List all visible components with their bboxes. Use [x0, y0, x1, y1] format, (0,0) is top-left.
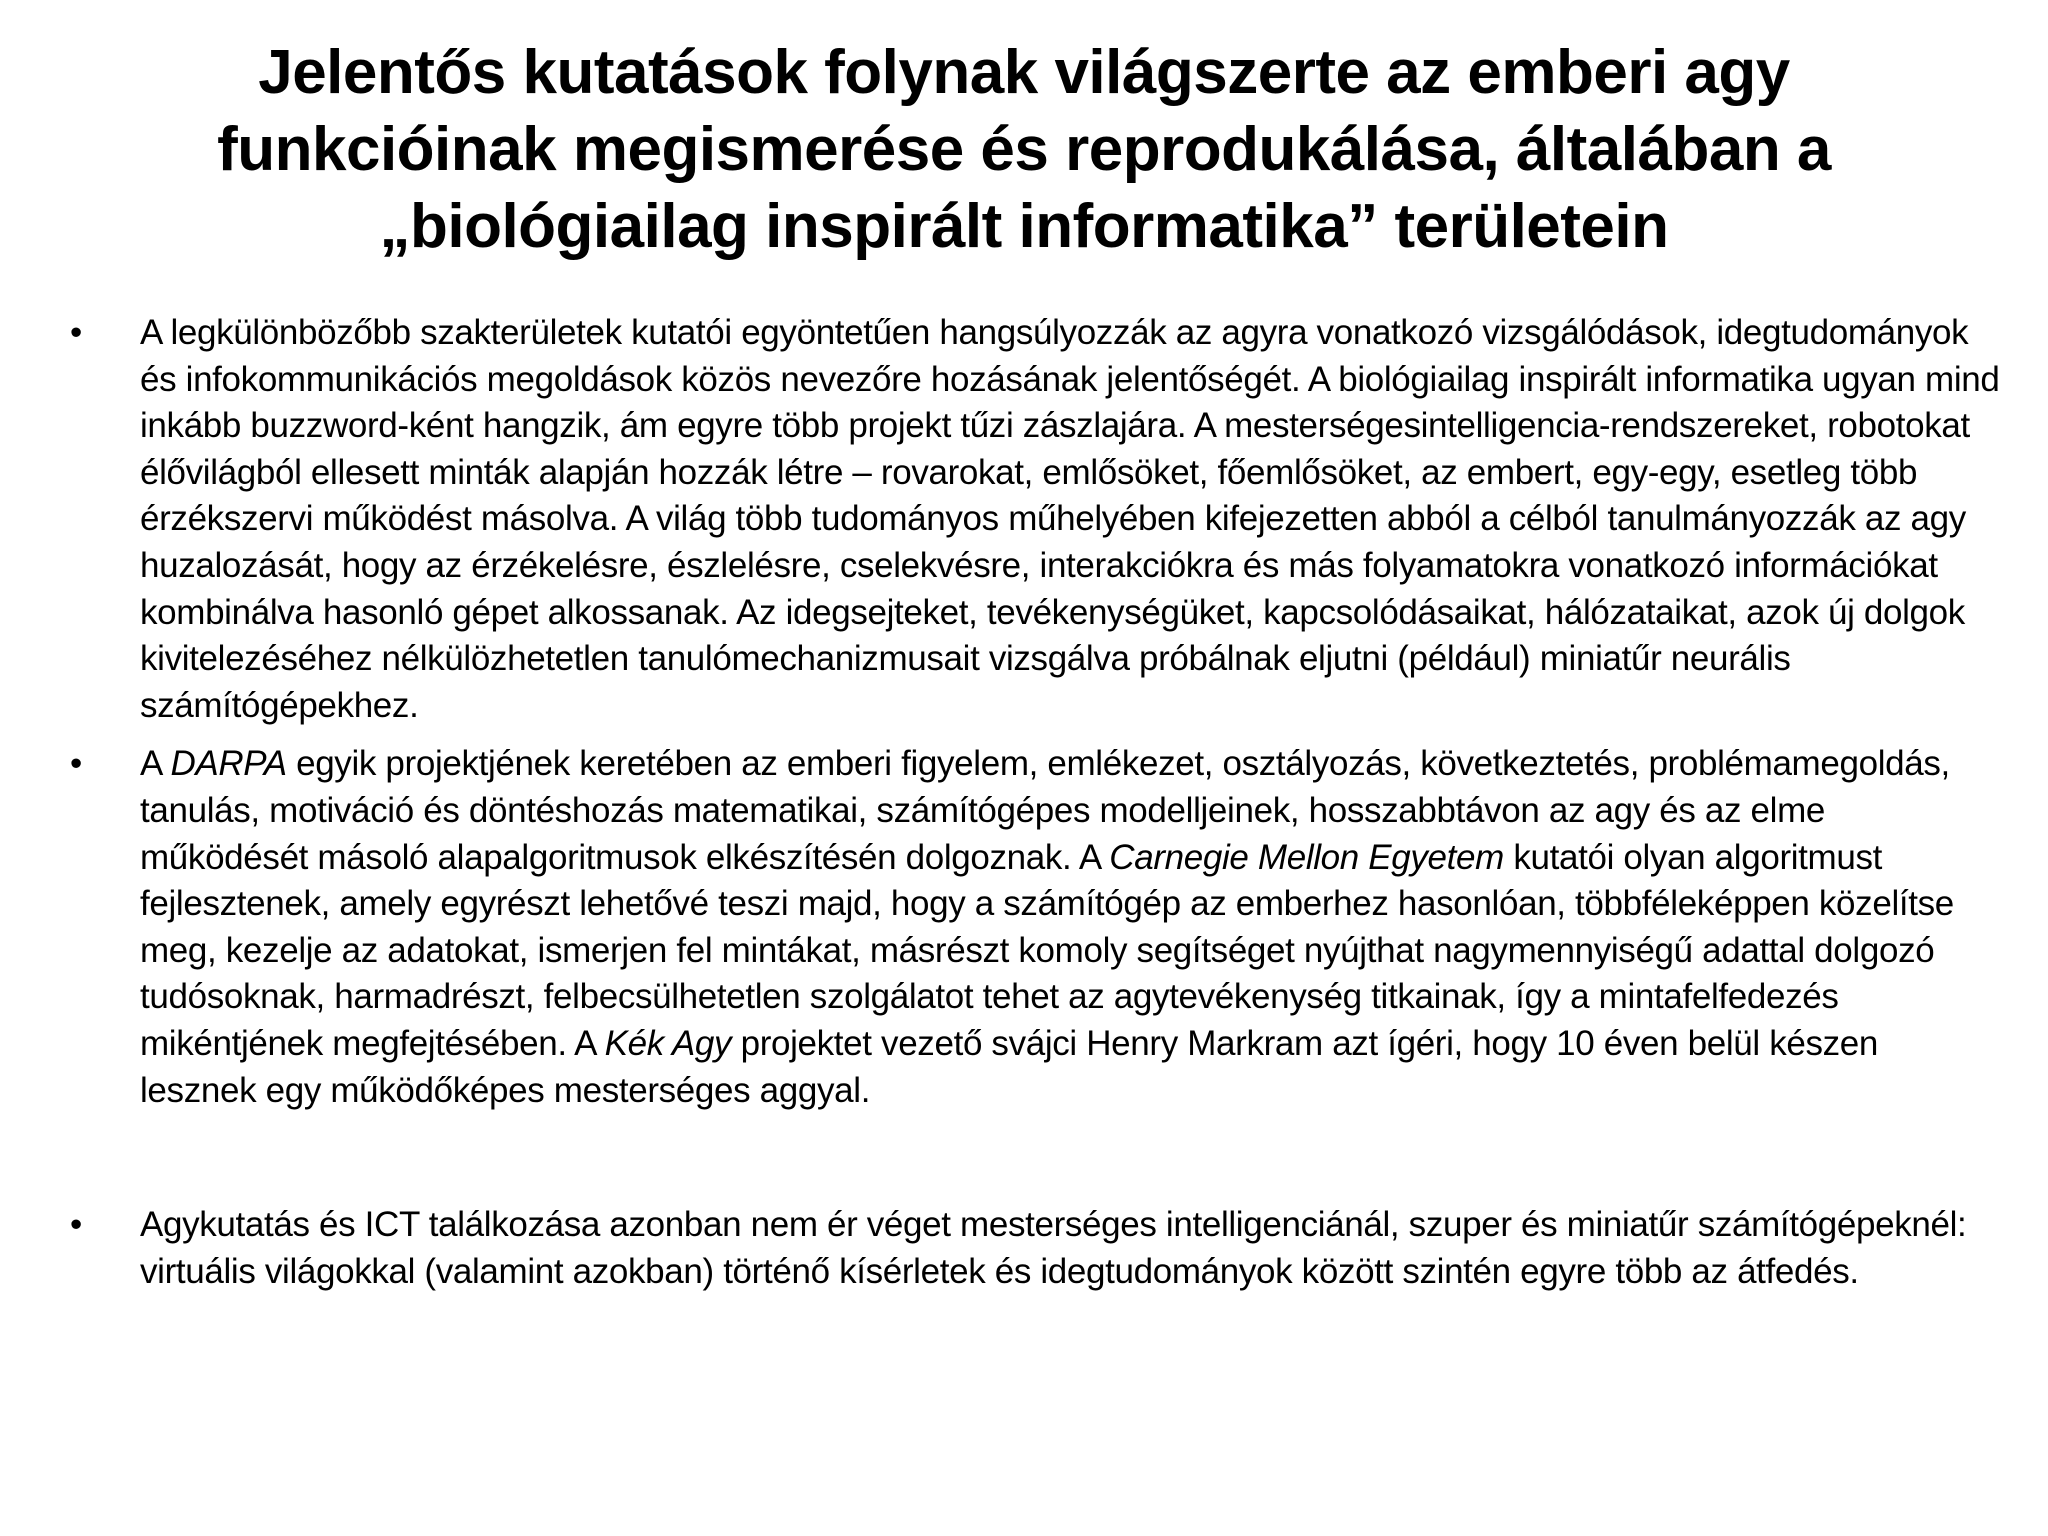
bullet-text-1: A legkülönbözőbb szakterületek kutatói egyöntetűen hangsúlyozzák az agyra vonatkozó vizsgálódások, idegtudományok és infokommunikációs megoldások közös nevezőre hozásának jelentőségét. A biológiailag inspirált informatika ugyan mind inkább buzzword-ként hangzik, ám egyre több projekt tűzi zászlajára. A mesterségesintelligencia-rendszereket, robotokat élővilágból ellesett minták alapján hozzák létre – rovarokat, emlősöket, főemlősöket, az embert, egy-egy, esetleg több érzékszervi működést másolva. A világ több tudományos műhelyében kifejezetten abból a célból tanulmányozzák az agy huzalozását, hogy az érzékelésre, észlelésre, cselekvésre, interakciókra és más folyamatokra vonatkozó információkat kombinálva hasonló gépet alkossanak. Az idegsejteket, tevékenységüket, kapcsolódásaikat, hálózataikat, azok új dolgok kivitelezéséhez nélkülözhetetlen tanulómechanizmusait vizsgálva próbálnak eljutni (például) miniatűr neurális számítógépekhez.: [140, 313, 2000, 725]
text-segment: A: [140, 744, 171, 784]
title-line-3: „biológiailag inspirált informatika” területein: [379, 192, 1669, 261]
bullet-list: [0, 310, 2048, 1295]
text-segment: egyik projektjének keretében az emberi figyelem, emlékezet, osztályozás, következtetés, problémamegoldás, tanulás, motiváció és döntéshozás matematikai, számítógépes modelljeinek, hosszabbtávon az agy és az elme működését másoló alapalgoritmusok elkészítésén dolgoznak. A: [140, 744, 1950, 877]
bullet-text-2: [140, 741, 2000, 1114]
title-line-1: Jelentős kutatások folynak világszerte az emberi agy: [258, 38, 1790, 107]
bullet-dot-icon: •: [70, 744, 82, 784]
bullet-dot-icon: •: [70, 313, 82, 352]
emphasis-darpa: DARPA: [170, 744, 287, 784]
emphasis-kek-agy: Kék Agy: [604, 1023, 732, 1063]
slide-title: [40, 34, 2008, 265]
bullet-item-3: [0, 1202, 2000, 1295]
bullet-dot-icon: •: [70, 1205, 82, 1245]
bullet-item-1: [0, 310, 2000, 729]
emphasis-carnegie-mellon: Carnegie Mellon Egyetem: [1109, 837, 1504, 877]
title-line-2: funkcióinak megismerése és reprodukálása, általában a: [217, 115, 1831, 184]
text-segment: projektet vezető svájci Henry Markram azt ígéri, hogy 10 éven belül készen lesznek egy működőképes mesterséges aggyal.: [140, 1023, 1879, 1110]
bullet-item-2: [0, 741, 2000, 1114]
text-segment: kutatói olyan algoritmust fejlesztenek, amely egyrészt lehetővé teszi majd, hogy a számítógép az emberhez hasonlóan, többféleképpen közelítse meg, kezelje az adatokat, ismerjen fel mintákat, másrészt komoly segítséget nyújthat nagymennyiségű adattal dolgozó tudósoknak, harmadrészt, felbecsülhetetlen szolgálatot tehet az agytevékenység titkainak, így a mintafelfedezés mikéntjének megfejtésében. A: [140, 837, 1954, 1063]
bullet-text-3: Agykutatás és ICT találkozása azonban nem ér véget mesterséges intelligenciánál, szuper és miniatűr számítógépeknél: virtuális világokkal (valamint azokban) történő kísérletek és idegtudományok között szintén egyre több az átfedés.: [140, 1205, 1967, 1291]
